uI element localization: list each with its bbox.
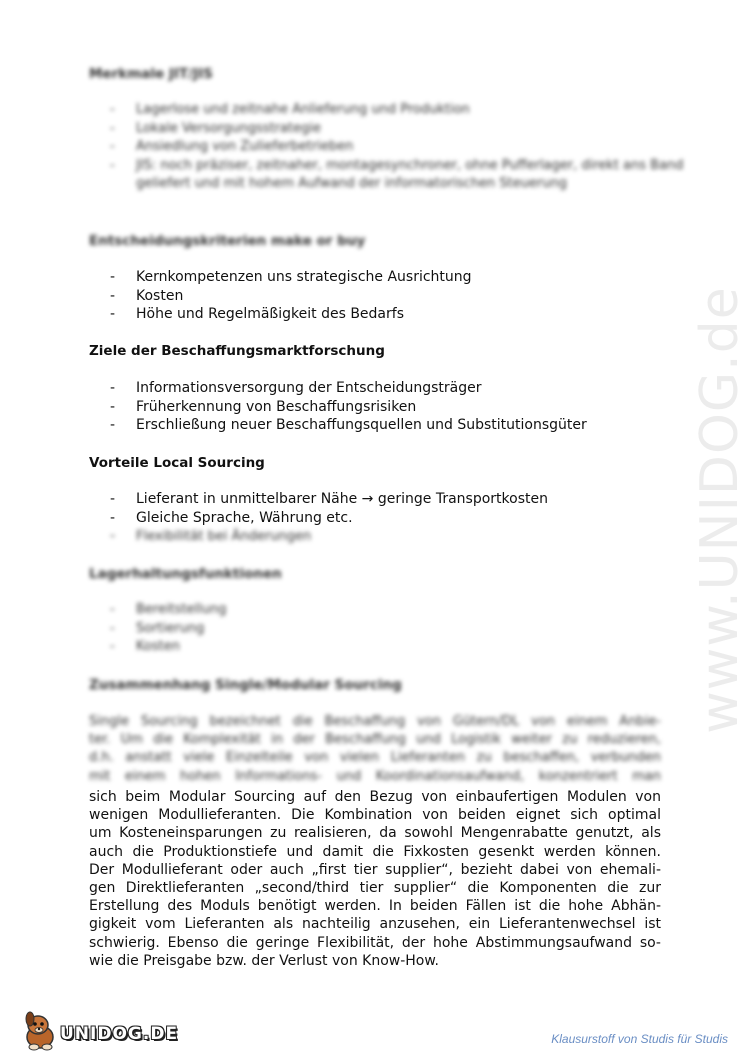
unidog-logo — [20, 1010, 179, 1054]
list-item: - Kosten — [110, 287, 184, 304]
list-lagerhaltung — [110, 601, 711, 657]
list-jit-jis — [110, 101, 711, 194]
list-item: - Sortierung — [110, 620, 205, 636]
list-marktforschung — [110, 379, 587, 435]
watermark — [690, 280, 750, 740]
dog-icon — [20, 1010, 64, 1054]
list-item: - Kosten — [110, 639, 180, 655]
list-item: - Bereitstellung — [110, 602, 227, 617]
list-local-sourcing — [110, 490, 548, 547]
heading-marktforschung: Ziele der Beschaffungsmarktforschung — [89, 343, 385, 359]
list-item: - Lieferant in unmittelbarer Nähe → geringe Transportkosten — [110, 491, 548, 507]
list-item: - Erschließung neuer Beschaffungsquellen und Substitutionsgüter — [110, 417, 587, 434]
list-item: - Informationsversorgung der Entscheidungsträger — [110, 380, 482, 396]
list-item: - JIS: noch präziser, zeitnaher, montagesynchroner, ohne Pufferlager, direkt ans Band geliefert und mit hohem Aufwand der informatorischen Steuerung — [110, 157, 684, 192]
list-item: - Früherkennung von Beschaffungsrisiken — [110, 398, 417, 415]
heading-lagerhaltung: Lagerhaltungsfunktionen — [89, 566, 282, 582]
list-make-or-buy — [110, 268, 472, 324]
list-item: - Ansiedlung von Zulieferbetrieben — [110, 139, 354, 155]
logo-text: UNIDOG.DE — [60, 1024, 179, 1044]
list-item: - Flexibilität bei Änderungen — [110, 528, 312, 545]
list-item: - Kernkompetenzen uns strategische Ausrichtung — [110, 269, 472, 285]
heading-jit-jis: Merkmale JIT/JIS — [89, 66, 213, 82]
paragraph-single-modular-blurred: Single Sourcing bezeichnet die Beschaffung von Gütern/DL von einem Anbie- ter. Um die Komplexität in der Beschaffung und Logistik weiter zu reduzieren, d.h. anstatt viele Einzelteile von vielen Lieferanten zu beschaffen, verbunden mit einem hohen Informations- und Koordinationsaufwand, konzentriert man — [89, 714, 661, 784]
footer-text: Klausurstoff von Studis für Studis — [551, 1032, 728, 1046]
list-item: - Höhe und Regelmäßigkeit des Bedarfs — [110, 306, 404, 323]
list-item: - Lokale Versorgungsstrategie — [110, 120, 321, 136]
list-item: - Lagerlose und zeitnahe Anlieferung und Produktion — [110, 102, 470, 117]
list-item: - Gleiche Sprache, Währung etc. — [110, 509, 353, 526]
paragraph-single-modular: sich beim Modular Sourcing auf den Bezug von einbaufertigen Modulen von wenigen Modullieferanten. Die Kombination von beiden eignet sich optimal um Kosteneinsparungen zu realisieren, da sowohl Mengenrabatte genutzt, als auch die Produktionstiefe und damit die Fixkosten gesenkt werden können. Der Modullieferant oder auch „first tier supplier“, bezieht dabei von ehemali- gen Direktlieferanten „second/third tier supplier“ die Komponenten die zur Erstellung des Moduls benötigt werden. In beiden Fällen ist die hohe Abhän- gigkeit vom Lieferanten als nachteilig anzusehen, ein Lieferantenwechsel ist schwierig. Ebenso die geringe Flexibilität, der hohe Abstimmungsaufwand so- wie die Preisgabe bzw. der Verlust von Know-How. — [89, 789, 661, 969]
heading-local-sourcing: Vorteile Local Sourcing — [89, 455, 265, 471]
heading-make-or-buy: Entscheidungskriterien make or buy — [89, 233, 366, 249]
heading-single-modular: Zusammenhang Single/Modular Sourcing — [89, 677, 402, 693]
watermark-text: www.UNIDOG.de — [690, 286, 750, 734]
